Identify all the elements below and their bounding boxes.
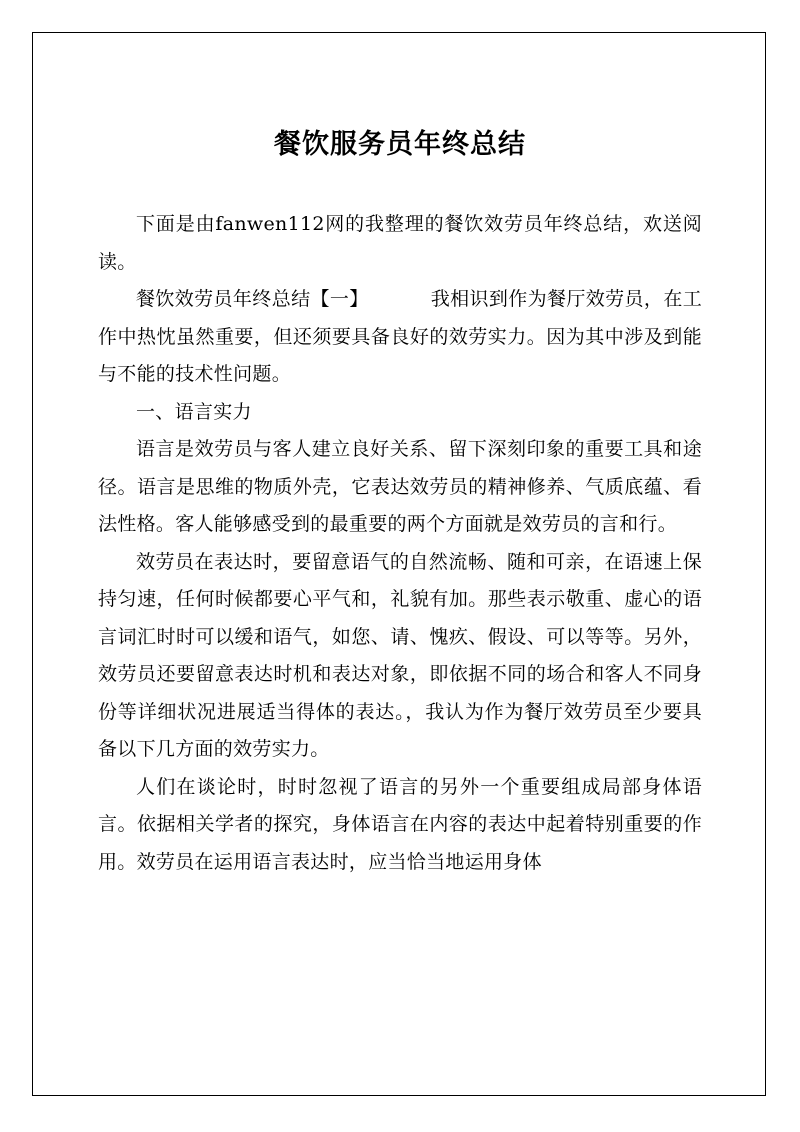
document-title: 餐饮服务员年终总结 — [274, 129, 526, 160]
paragraph-expression: 效劳员在表达时，要留意语气的自然流畅、随和可亲，在语速上保持匀速，任何时候都要心平气和，礼貌有加。那些表示敬重、虚心的语言词汇时时可以缓和语气，如您、请、愧疚、假设、可以等等。另外，效劳员还要留意表达时机和表达对象，即依据不同的场合和客人不同身份等详细状况进展适当得体的表达。，我认为作为餐厅效劳员至少要具备以下几方面的效劳实力。 — [98, 550, 702, 760]
section-heading-one: 餐饮效劳员年终总结【一】 — [136, 288, 369, 310]
document-body — [98, 120, 702, 881]
section-one-text: 我相识到作为餐厅效劳员，在工作中热忱虽然重要，但还须要具备良好的效劳实力。因为其中涉及到能与不能的技术性问题。 — [98, 288, 703, 385]
paragraph-body-language: 人们在谈论时，时时忽视了语言的另外一个重要组成局部身体语言。依据相关学者的探究，身体语言在内容的表达中起着特别重要的作用。效劳员在运用语言表达时，应当恰当地运用身体 — [98, 775, 702, 873]
paragraph-language-tool: 语言是效劳员与客人建立良好关系、留下深刻印象的重要工具和途径。语言是思维的物质外壳，它表达效劳员的精神修养、气质底蕴、看法性格。客人能够感受到的最重要的两个方面就是效劳员的言和行。 — [98, 438, 702, 535]
paragraph-section-one — [98, 281, 702, 394]
subheading-language-skill: 一、语言实力 — [136, 400, 252, 423]
paragraph-intro: 下面是由fanwen112网的我整理的餐饮效劳员年终总结，欢送阅读。 — [98, 213, 702, 273]
